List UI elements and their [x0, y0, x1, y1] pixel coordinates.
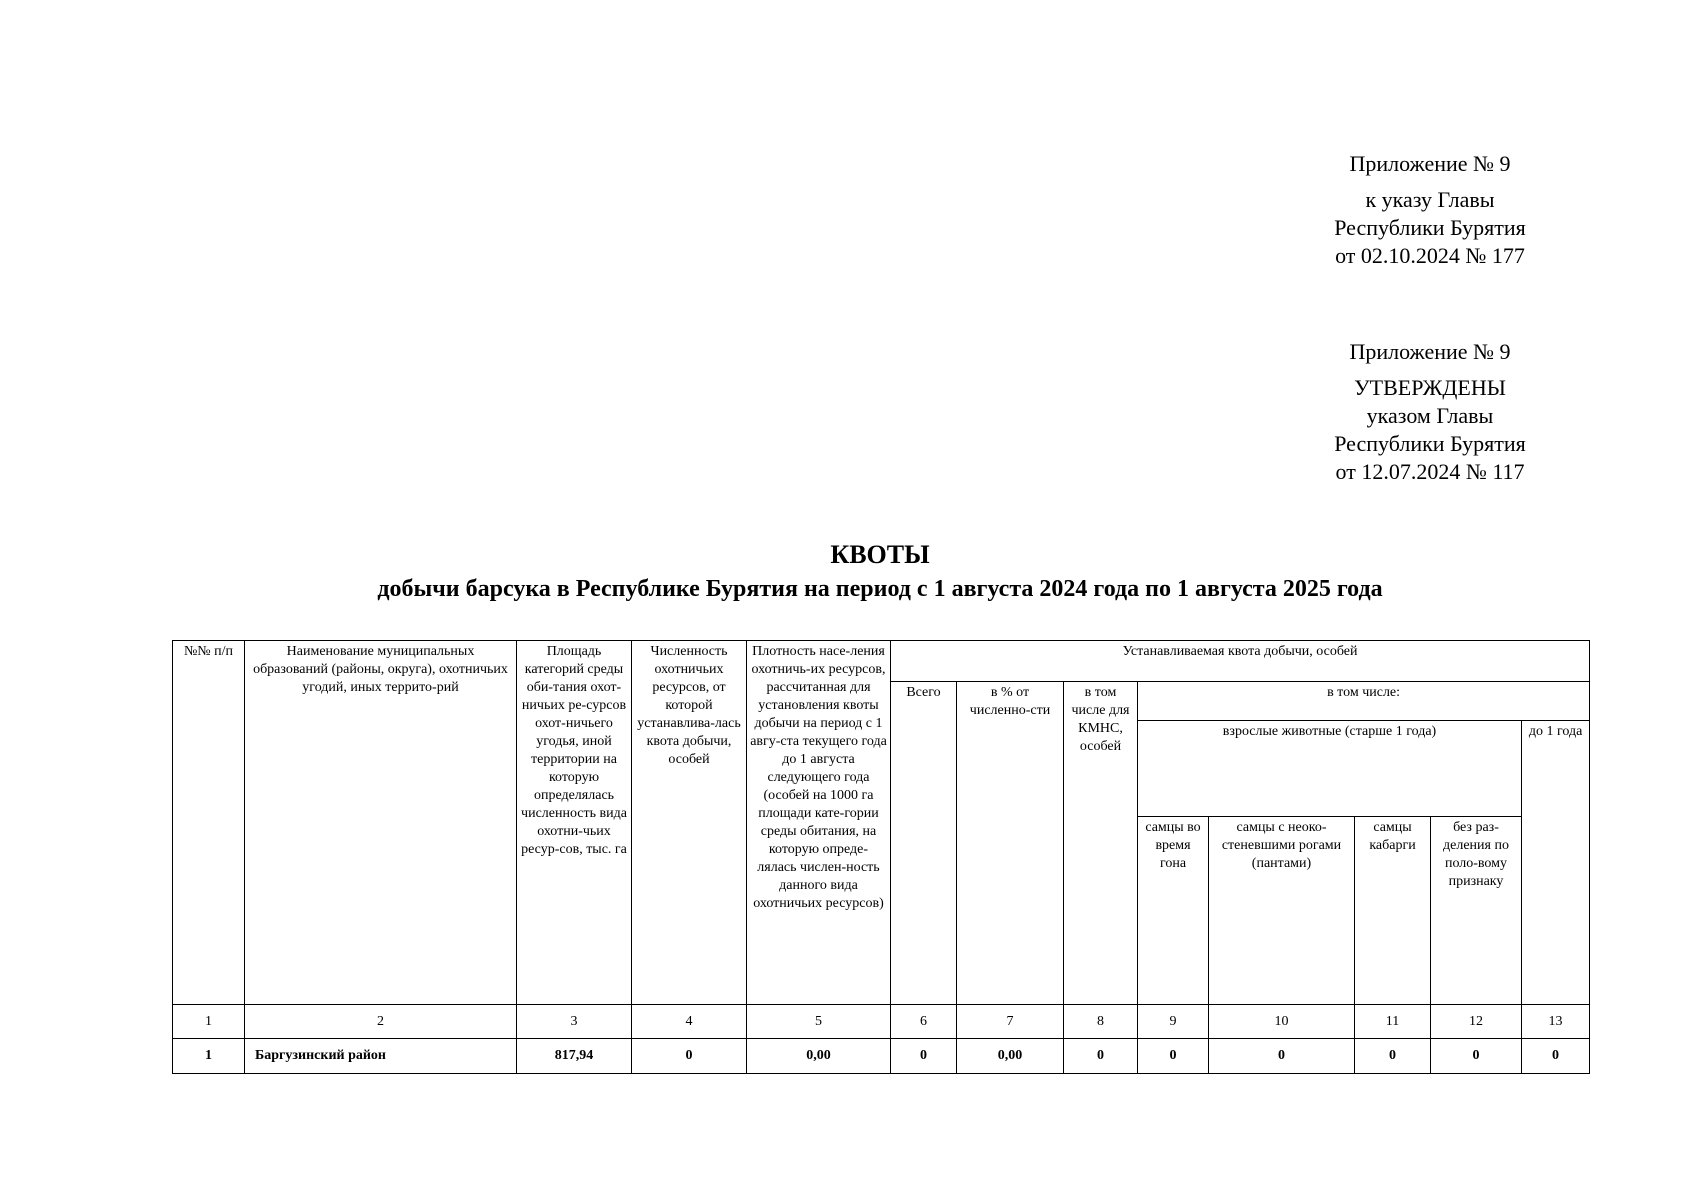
column-number: 1: [173, 1005, 245, 1039]
header-including: в том числе:: [1138, 682, 1590, 721]
cell-name: Баргузинский район: [245, 1039, 517, 1074]
cell-percent: 0,00: [957, 1039, 1064, 1074]
cell-males-musk: 0: [1355, 1039, 1431, 1074]
column-number: 12: [1431, 1005, 1522, 1039]
column-number: 8: [1064, 1005, 1138, 1039]
appendix-line: от 02.10.2024 № 177: [1335, 243, 1525, 268]
column-number: 3: [517, 1005, 632, 1039]
cell-density: 0,00: [747, 1039, 891, 1074]
column-number: 13: [1522, 1005, 1590, 1039]
header-males-rut: самцы во время гона: [1138, 817, 1209, 1005]
title-subtitle: добычи барсука в Республике Бурятия на период с 1 августа 2024 года по 1 августа 2025 года: [377, 576, 1383, 602]
header-males-musk: самцы кабарги: [1355, 817, 1431, 1005]
appendix-line: от 12.07.2024 № 117: [1335, 459, 1525, 484]
header-quota: Устанавливаемая квота добычи, особей: [891, 641, 1590, 682]
table-row: [173, 1039, 1590, 1074]
cell-males-rut: 0: [1138, 1039, 1209, 1074]
header-kmns: в том числе для КМНС, особей: [1064, 682, 1138, 1005]
column-number: 11: [1355, 1005, 1431, 1039]
header-density: Плотность насе-ления охотничь-их ресурсов, рассчитанная для установления квоты добычи на период с 1 авгу-ста текущего года до 1 августа следующего года (особей на 1000 га площади кате-гории среды обитания, на которую опреде-лялась числен-ность данного вида охотничьих ресурсов): [747, 641, 891, 1005]
cell-no-sex: 0: [1431, 1039, 1522, 1074]
appendix-line: УТВЕРЖДЕНЫ: [1354, 375, 1506, 400]
cell-area: 817,94: [517, 1039, 632, 1074]
cell-males-antlers: 0: [1209, 1039, 1355, 1074]
header-total: Всего: [891, 682, 957, 1005]
appendix-line: Республики Бурятия: [1334, 431, 1526, 456]
header-no-sex: без раз-деления по поло-вому признаку: [1431, 817, 1522, 1005]
appendix-line: указом Главы: [1366, 403, 1494, 428]
column-number: 7: [957, 1005, 1064, 1039]
title-main: КВОТЫ: [830, 540, 930, 569]
appendix-line: к указу Главы: [1365, 187, 1495, 212]
header-area: Площадь категорий среды оби-тания охот-ничьих ре-сурсов охот-ничьего угодья, иной территории на которую определялась численность вида охотни-чьих ресур-сов, тыс. га: [517, 641, 632, 1005]
cell-under1: 0: [1522, 1039, 1590, 1074]
column-number: 4: [632, 1005, 747, 1039]
header-males-antlers: самцы с неоко-стеневшими рогами (пантами): [1209, 817, 1355, 1005]
appendix-current-block: [1310, 150, 1550, 270]
column-number: 2: [245, 1005, 517, 1039]
appendix-number: Приложение № 9: [1349, 151, 1511, 176]
column-number: 9: [1138, 1005, 1209, 1039]
cell-kmns: 0: [1064, 1039, 1138, 1074]
column-number: 5: [747, 1005, 891, 1039]
cell-num: 1: [173, 1039, 245, 1074]
quota-table: [172, 640, 1590, 1074]
header-percent: в % от численно-сти: [957, 682, 1064, 1005]
cell-count: 0: [632, 1039, 747, 1074]
header-count: Численность охотничьих ресурсов, от которой устанавлива-лась квота добычи, особей: [632, 641, 747, 1005]
appendix-number: Приложение № 9: [1349, 339, 1511, 364]
document-title: [170, 538, 1590, 606]
header-adults: взрослые животные (старше 1 года): [1138, 721, 1522, 817]
cell-total: 0: [891, 1039, 957, 1074]
appendix-original-block: [1310, 338, 1550, 486]
appendix-line: Республики Бурятия: [1334, 215, 1526, 240]
header-num: №№ п/п: [173, 641, 245, 1005]
column-number-row: [173, 1005, 1590, 1039]
column-number: 6: [891, 1005, 957, 1039]
column-number: 10: [1209, 1005, 1355, 1039]
header-name: Наименование муниципальных образований (районы, округа), охотничьих угодий, иных террито-рий: [245, 641, 517, 1005]
header-under1: до 1 года: [1522, 721, 1590, 1005]
